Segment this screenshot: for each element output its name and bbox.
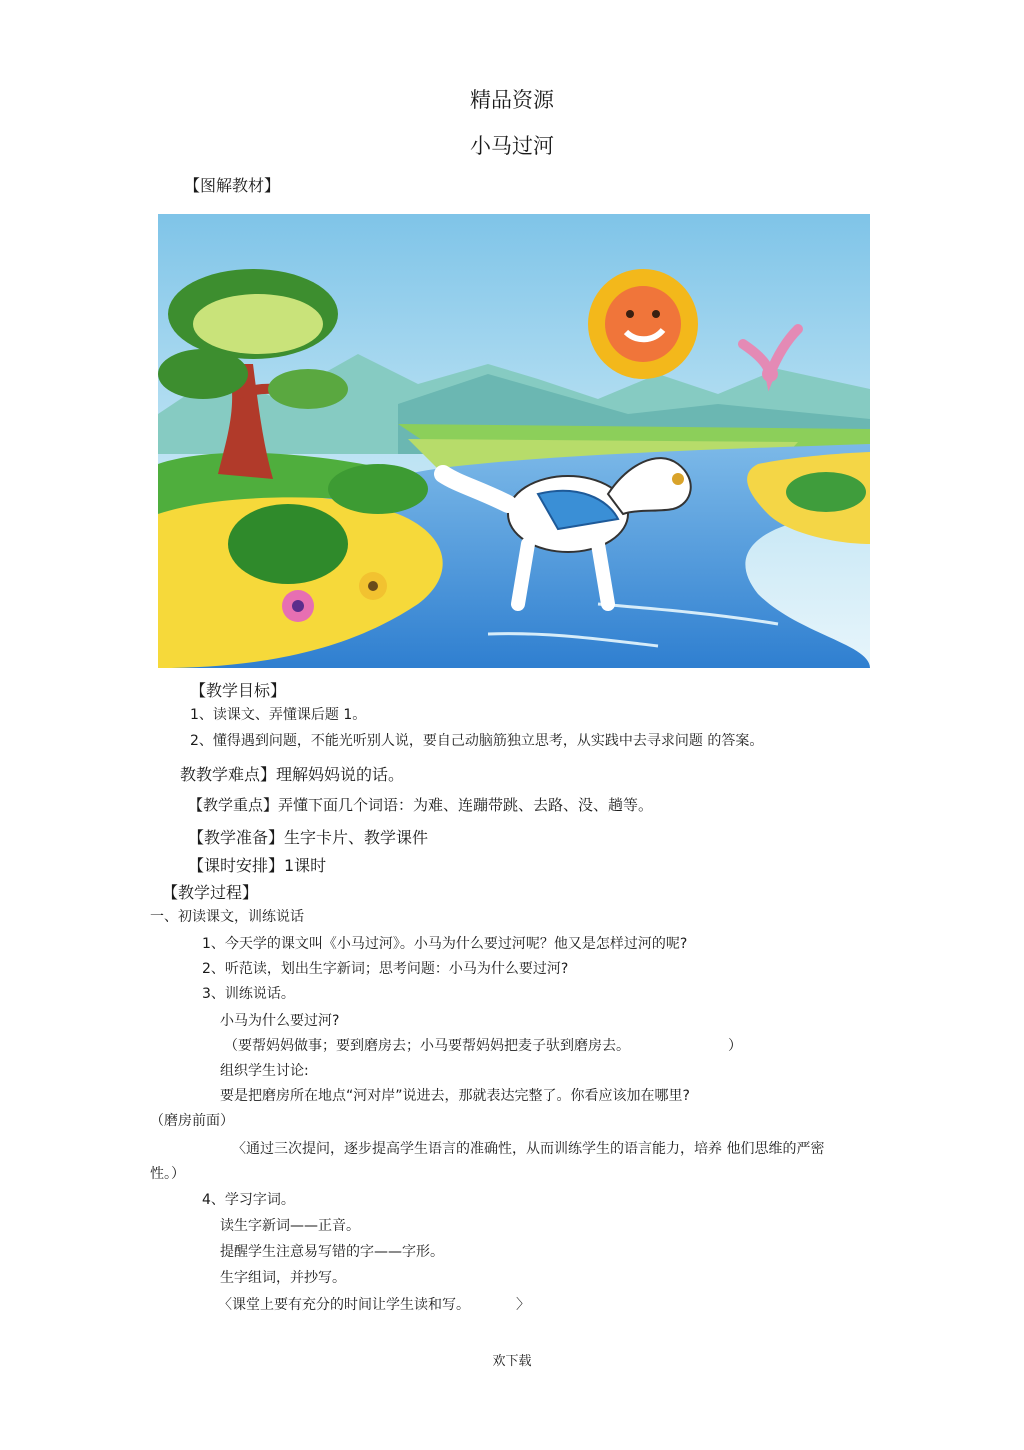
step-detail: 读生字新词——正音。 xyxy=(220,1218,360,1234)
step-detail: 生字组词，并抄写。 xyxy=(220,1270,346,1286)
teaching-key-points: 【教学重点】弄懂下面几个词语：为难、连蹦带跳、去路、没、趟等。 xyxy=(188,796,654,814)
teaching-difficulty: 教教学难点】理解妈妈说的话。 xyxy=(180,765,405,784)
class-schedule: 【课时安排】1课时 xyxy=(188,856,327,875)
question-text: 小马为什么要过河? xyxy=(220,1013,340,1029)
page-header: 精品资源 xyxy=(470,88,554,112)
page-title: 小马过河 xyxy=(470,134,554,158)
page-footer: 欢下载 xyxy=(492,1354,532,1369)
section-illustration-heading: 【图解教材】 xyxy=(184,176,281,195)
objective-item: 1、读课文、弄懂课后题 1。 xyxy=(190,707,367,723)
objective-item: 2、懂得遇到问题，不能光听别人说，要自己动脑筋独立思考，从实践中去寻求问题 的答案。 xyxy=(190,733,764,749)
note-text: 〈通过三次提问，逐步提高学生语言的准确性，从而训练学生的语言能力，培养 他们思维的严密 xyxy=(232,1141,825,1157)
step-detail: 〈课堂上要有充分的时间让学生读和写。 xyxy=(218,1297,470,1313)
step-detail: 提醒学生注意易写错的字——字形。 xyxy=(220,1244,444,1260)
answer-text: （磨房前面） xyxy=(150,1113,234,1129)
story-illustration xyxy=(158,214,870,668)
answer-close-paren: ） xyxy=(728,1038,742,1054)
process-step: 1、今天学的课文叫《小马过河》。小马为什么要过河呢？他又是怎样过河的呢? xyxy=(202,936,688,952)
answer-text: （要帮妈妈做事；要到磨房去；小马要帮妈妈把麦子驮到磨房去。 xyxy=(224,1038,630,1054)
process-step: 4、学习字词。 xyxy=(202,1192,295,1208)
step-detail-close: 〉 xyxy=(516,1297,530,1313)
teaching-preparation: 【教学准备】生字卡片、教学课件 xyxy=(188,828,429,847)
question-text: 要是把磨房所在地点“河对岸”说进去，那就表达完整了。你看应该加在哪里? xyxy=(220,1088,690,1104)
note-text: 性。） xyxy=(150,1166,185,1182)
discussion-text: 组织学生讨论: xyxy=(220,1063,309,1079)
process-step: 2、听范读，划出生字新词；思考问题：小马为什么要过河? xyxy=(202,961,569,977)
objectives-heading: 【教学目标】 xyxy=(190,681,287,700)
process-part-1: 一、初读课文，训练说话 xyxy=(150,909,304,925)
process-step: 3、训练说话。 xyxy=(202,986,295,1002)
process-heading: 【教学过程】 xyxy=(162,883,259,902)
